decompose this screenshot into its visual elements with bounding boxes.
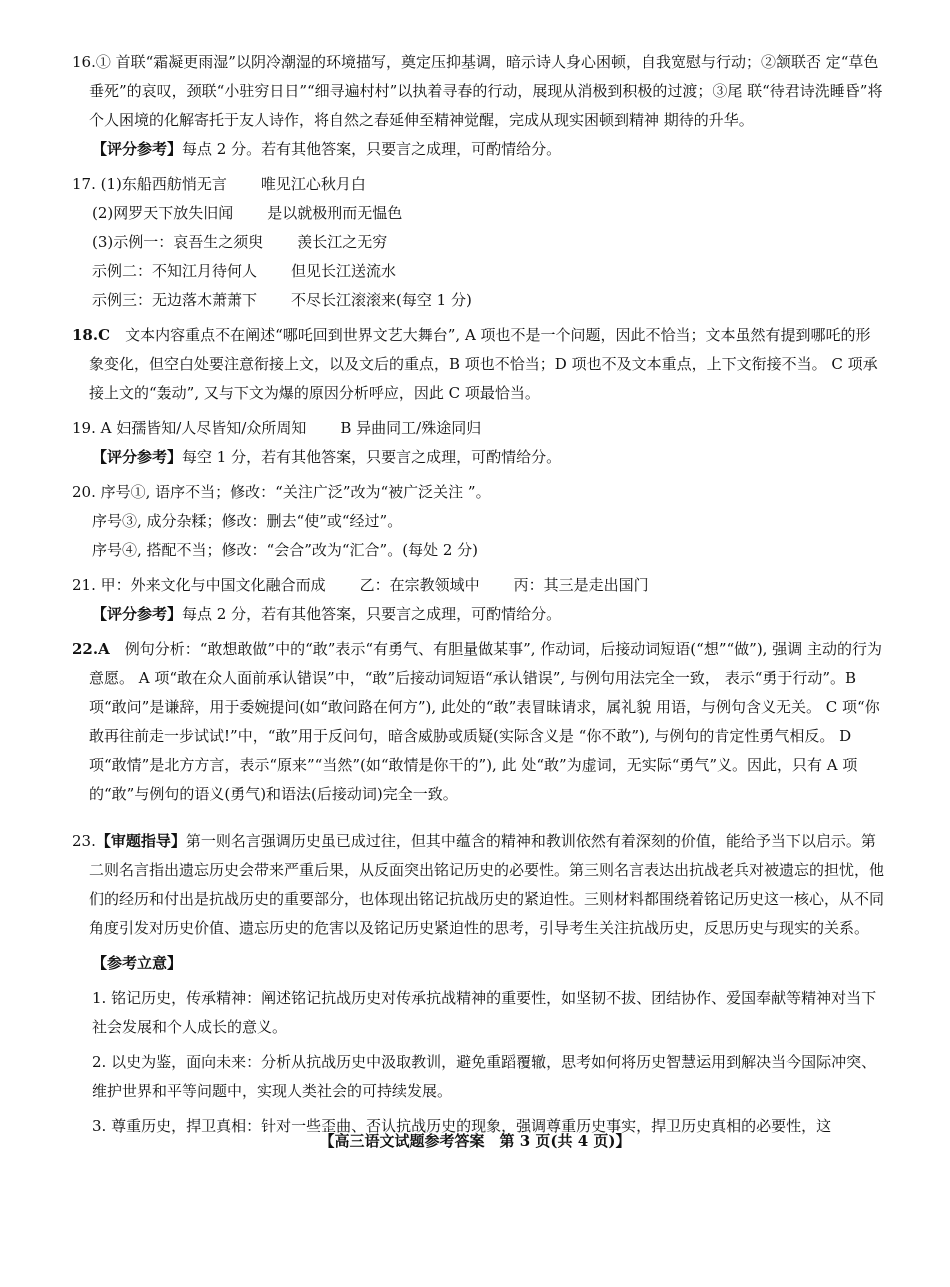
idea-1: 1. 铭记历史，传承精神：阐述铭记抗战历史对传承抗战精神的重要性，如坚韧不拔、团结协作、爱国奉献等精神对当下社会发展和个人成长的意义。 bbox=[92, 989, 877, 1036]
answer-page bbox=[72, 48, 884, 1141]
q17-blank: 示例二：不知江月待何人 bbox=[92, 262, 258, 280]
score-text: 每点 2 分。若有其他答案，只要言之成理，可酌情给分。 bbox=[182, 140, 562, 158]
q17-blank: 但见长江送流水 bbox=[291, 262, 397, 280]
q23-guide bbox=[72, 827, 884, 943]
score-text: 每点 2 分，若有其他答案，只要言之成理，可酌情给分。 bbox=[182, 605, 562, 623]
q20-line2: 序号③, 成分杂糅；修改：删去“使”或“经过”。 bbox=[92, 512, 403, 530]
q19-option-a: 19. A 妇孺皆知/人尽皆知/众所周知 bbox=[72, 419, 307, 437]
question-number: 22.A bbox=[72, 640, 110, 658]
q17-blank: 是以就极刑而无愠色 bbox=[267, 204, 403, 222]
q20-line3: 序号④, 搭配不当；修改：“会合”改为“汇合”。(每处 2 分) bbox=[92, 541, 478, 559]
q17-line1 bbox=[72, 170, 884, 199]
q17-blank: 唯见江心秋月白 bbox=[260, 175, 366, 193]
q21-blank: 丙：其三是走出国门 bbox=[513, 576, 649, 594]
q19-answer bbox=[72, 414, 884, 443]
answer-text: 文本内容重点不在阐述“哪吒回到世界文艺大舞台”, A 项也不是一个问题，因此不恰当；文本虽然有提到哪吒的形象变化，但空白处要注意衔接上文，以及文后的重点，B 项也不恰当；D 项也不及文本重点，上下文衔接不当。 C 项承接上文的“轰动”, 又与下文为爆的原因分析呼应，因此 C 项最恰当。 bbox=[89, 326, 878, 402]
q21-blank: 乙：在宗教领域中 bbox=[359, 576, 480, 594]
question-number: 23. bbox=[72, 832, 96, 850]
q17-blank: (3)示例一：哀吾生之须臾 bbox=[92, 233, 264, 251]
q19-option-b: B 异曲同工/殊途同归 bbox=[340, 419, 482, 437]
q17-line3 bbox=[72, 228, 884, 257]
q17-blank: 羡长江之无穷 bbox=[297, 233, 388, 251]
score-label: 【评分参考】 bbox=[92, 140, 183, 158]
q16-scoring bbox=[72, 135, 884, 164]
q22-answer bbox=[72, 635, 884, 809]
q20-line1: 20. 序号①, 语序不当；修改：“关注广泛”改为“被广泛关注 ”。 bbox=[72, 483, 491, 501]
guide-text: 第一则名言强调历史虽已成过往，但其中蕴含的精神和教训依然有着深刻的价值，能给予当下以启示。第二则名言指出遗忘历史会带来严重后果，从反面突出铭记历史的必要性。第三则名言表达出抗战老兵对被遗忘的担忧，他们的经历和付出是抗战历史的重要部分，也体现出铭记抗战历史的紧迫性。三则材料都围绕着铭记历史这一核心，从不同角度引发对历史价值、遗忘历史的危害以及铭记历史紧迫性的思考，引导考生关注抗战历史，反思历史与现实的关系。 bbox=[89, 832, 885, 937]
q17-blank: (2)网罗天下放失旧闻 bbox=[92, 204, 234, 222]
idea-3: 3. 尊重历史，捍卫真相：针对一些歪曲、否认抗战历史的现象，强调尊重历史事实，捍卫历史真相的必要性，这 bbox=[92, 1117, 832, 1135]
score-label: 【评分参考】 bbox=[92, 605, 183, 623]
q17-blank: 17. (1)东船西舫悄无言 bbox=[72, 175, 227, 193]
answer-text: 例句分析：“敢想敢做”中的“敢”表示“有勇气、有胆量做某事”, 作动词，后接动词短语(“想”“做”), 强调 主动的行为意愿。 A 项“敢在众人面前承认错误”中，“敢”后接动词短语“承认错误”, 与例句用法完全一致， 表示“勇于行动”。B 项“敢问”是谦辞，用于委婉提问(如“敢问路在何方”), 此处的“敢”表冒昧请求，属礼貌 用语，与例句含义无关。 C 项“你敢再往前走一步试试!”中，“敢”用于反问句，暗含威胁或质疑(实际含义是 “你不敢”), 与例句的肯定性勇气相反。 D 项“敢情”是北方方言，表示“原来”“当然”(如“敢情是你干的”), 此 处“敢”为虚词，无实际“勇气”义。因此，只有 A 项的“敢”与例句的语义(勇气)和语法(后接动词)完全一致。 bbox=[89, 640, 882, 803]
ideas-heading: 【参考立意】 bbox=[92, 954, 183, 972]
q17-blank: 不尽长江滚滚来(每空 1 分) bbox=[291, 291, 472, 309]
q19-scoring bbox=[72, 443, 884, 472]
q17-line5 bbox=[72, 286, 884, 315]
idea-2: 2. 以史为鉴，面向未来：分析从抗战历史中汲取教训，避免重蹈覆辙，思考如何将历史智慧运用到解决当今国际冲突、维护世界和平等问题中，实现人类社会的可持续发展。 bbox=[92, 1053, 877, 1100]
question-number: 18.C bbox=[72, 326, 111, 344]
guide-label: 【审题指导】 bbox=[95, 832, 186, 850]
q17-line4 bbox=[72, 257, 884, 286]
page-footer: 【高三语文试题参考答案 第 3 页(共 4 页)】 bbox=[319, 1132, 631, 1150]
score-text: 每空 1 分，若有其他答案，只要言之成理，可酌情给分。 bbox=[182, 448, 562, 466]
q21-answer bbox=[72, 571, 884, 600]
q17-line2 bbox=[72, 199, 884, 228]
q21-blank: 21. 甲：外来文化与中国文化融合而成 bbox=[72, 576, 326, 594]
q18-answer bbox=[72, 321, 884, 408]
q17-blank: 示例三：无边落木萧萧下 bbox=[92, 291, 258, 309]
score-label: 【评分参考】 bbox=[92, 448, 183, 466]
q21-scoring bbox=[72, 600, 884, 629]
q16-answer: 16.① 首联“霜凝更雨湿”以阴冷潮湿的环境描写，奠定压抑基调，暗示诗人身心困顿，自我宽慰与行动；②颔联否 定“草色垂死”的哀叹，颈联“小驻穷日日”“细寻遍村村”以执着寻春的行动，展现从消极到积极的过渡；③尾 联“待君诗洗睡昏”将个人困境的化解寄托于友人诗作，将自然之春延伸至精神觉醒，完成从现实困顿到精神 期待的升华。 bbox=[72, 53, 883, 129]
